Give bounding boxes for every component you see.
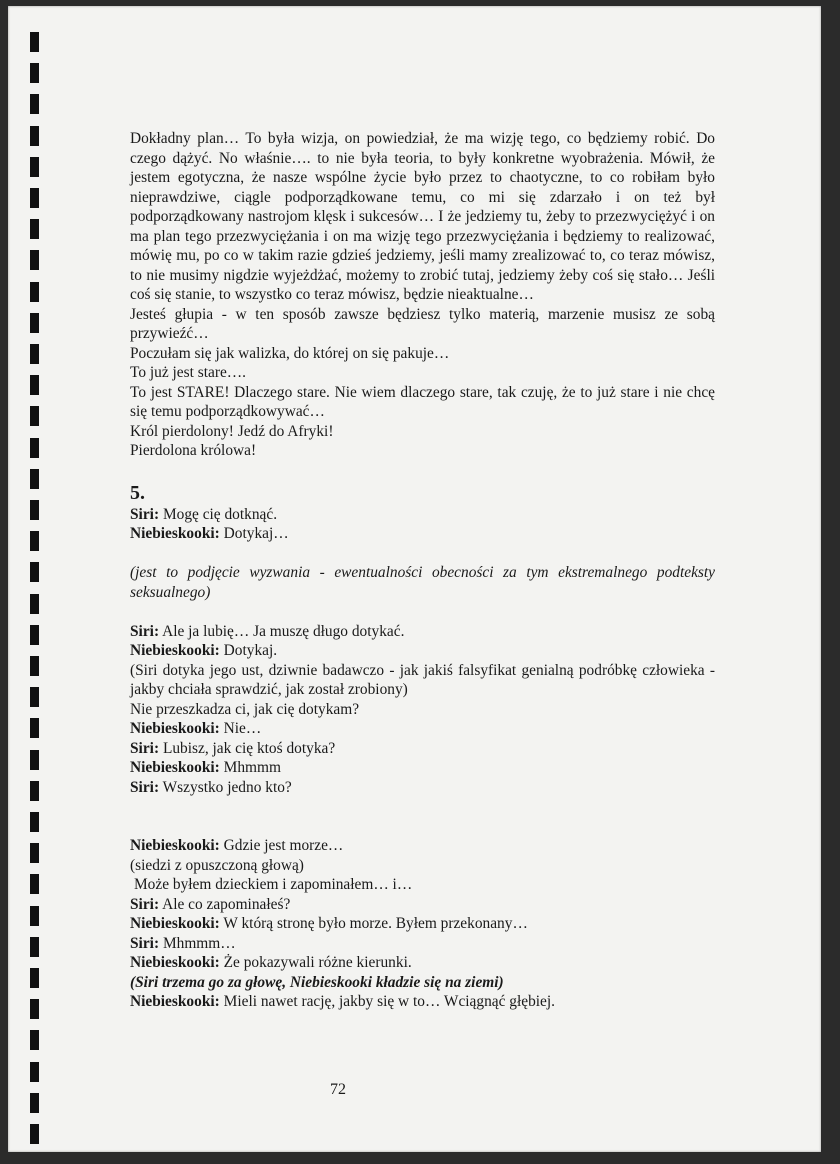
paragraph: Dokładny plan… To była wizja, on powiedział, że ma wizję tego, co będziemy robić. Do czego dążyć. No właśnie…. to nie była teoria, to były konkretne wyobrażenia. Mówił, że jestem egotyczna, że nasze wspólne życie było przez to chaotyczne, to co robiłam było nieprawdziwe, ciągle podporządkowane temu, co mi się zdarzało i on też był podporządkowany nastrojom klęsk i sukcesów… I że jedziemy tu, żeby to przezwyciężyć i on ma plan tego przezwyciężania i on ma wizję tego przezwyciężania i będziemy to realizować, mówię mu, po co w takim razie gdzieś jedziemy, jeśli mamy zrealizować to, co teraz mówisz, to nie musimy nigdzie wyjeżdżać, możemy to zrobić tutaj, jedziemy żeby coś się stało… Jeśli coś się stanie, to wszystko co teraz mówisz, będzie nieaktualne… [130, 130, 715, 303]
dialogue-line [130, 622, 715, 642]
speaker-label: Niebieskooki: [130, 954, 220, 971]
binding-hole [30, 656, 39, 676]
binding-hole [30, 1030, 39, 1050]
speaker-label: Siri: [130, 739, 160, 757]
binding-hole [30, 94, 39, 114]
stage-direction: (jest to podjęcie wyzwania - ewentualności obecności za tym ekstremalnego podteksty seksualnego) [130, 564, 715, 601]
speaker-label: Niebieskooki: [130, 837, 220, 854]
binding-hole [30, 500, 39, 520]
dialogue-line [130, 914, 715, 934]
binding-hole [30, 937, 39, 957]
binding-hole [30, 562, 39, 582]
dialogue-text: Że pokazywali różne kierunki. [223, 954, 412, 971]
speaker-label: Siri: [130, 622, 160, 640]
binding-hole [30, 375, 39, 395]
text-line: Król pierdolony! Jedź do Afryki! [130, 422, 334, 440]
binding-hole [30, 625, 39, 645]
stage-direction: (Siri trzema go za głowę, Niebieskooki kładzie się na ziemi) [130, 973, 504, 991]
speaker-label: Niebieskooki: [130, 642, 220, 659]
dialogue-text: Ale ja lubię… Ja muszę długo dotykać. [162, 622, 405, 640]
dialogue-text: Wszystko jedno kto? [162, 778, 292, 796]
binding-hole [30, 874, 39, 894]
speaker-label: Siri: [130, 505, 160, 523]
dialogue-line [130, 719, 715, 739]
binding-hole [30, 718, 39, 738]
binding-hole [30, 812, 39, 832]
binding-hole [30, 469, 39, 489]
binding-hole [30, 968, 39, 988]
speaker-label: Siri: [130, 934, 160, 952]
dialogue-line [130, 895, 715, 915]
binding-hole [30, 282, 39, 302]
document-page [8, 6, 821, 1152]
spiral-binding [30, 32, 40, 1152]
binding-hole [30, 63, 39, 83]
binding-hole [30, 157, 39, 177]
binding-hole [30, 531, 39, 551]
dialogue-line [130, 992, 715, 1012]
binding-hole [30, 126, 39, 146]
speaker-label: Niebieskooki: [130, 993, 220, 1010]
binding-hole [30, 750, 39, 770]
binding-hole [30, 1124, 39, 1144]
binding-hole [30, 406, 39, 426]
speaker-label: Siri: [130, 895, 160, 913]
binding-hole [30, 999, 39, 1019]
page-number: 72 [330, 1081, 346, 1098]
paragraph: To jest STARE! Dlaczego stare. Nie wiem dlaczego stare, tak czuję, że to już stare i nie chcę się temu podporządkowywać… [130, 383, 715, 420]
dialogue-line [130, 739, 715, 759]
dialogue-line [130, 934, 715, 954]
dialogue-line [130, 758, 715, 778]
speaker-label: Niebieskooki: [130, 759, 220, 776]
speaker-label: Siri: [130, 778, 160, 796]
dialogue-text: Gdzie jest morze… [223, 837, 344, 854]
dialogue-line [130, 836, 715, 856]
dialogue-text: Nie… [223, 720, 262, 737]
dialogue-text: Ale co zapominałeś? [162, 895, 291, 913]
speaker-label: Niebieskooki: [130, 720, 220, 737]
binding-hole [30, 313, 39, 333]
page-text [130, 129, 715, 1012]
dialogue-text: Mhmmm [223, 759, 281, 776]
speaker-label: Niebieskooki: [130, 525, 220, 542]
dialogue-line [130, 524, 715, 544]
stage-direction: (siedzi z opuszczoną głową) [130, 856, 304, 874]
binding-hole [30, 438, 39, 458]
binding-hole [30, 344, 39, 364]
binding-hole [30, 188, 39, 208]
binding-hole [30, 250, 39, 270]
dialogue-text: Mhmmm… [162, 934, 236, 952]
binding-hole [30, 781, 39, 801]
dialogue-text: W którą stronę było morze. Byłem przekonany… [223, 915, 528, 932]
binding-hole [30, 1093, 39, 1113]
section-number: 5. [130, 481, 145, 504]
binding-hole [30, 843, 39, 863]
dialogue-text: Dotykaj. [223, 642, 278, 659]
binding-hole [30, 594, 39, 614]
dialogue-line [130, 953, 715, 973]
text-line: Poczułam się jak walizka, do której on się pakuje… [130, 344, 450, 362]
dialogue-text: Nie przeszkadza ci, jak cię dotykam? [130, 700, 360, 718]
dialogue-text: Mogę cię dotknąć. [162, 505, 278, 523]
text-line: Pierdolona królowa! [130, 442, 257, 459]
paragraph: Jesteś głupia - w ten sposób zawsze będziesz tylko materią, marzenie musisz ze sobą przywieźć… [130, 305, 715, 342]
stage-direction: (Siri dotyka jego ust, dziwnie badawczo - jak jakiś falsyfikat genialną podróbkę człowieka - jakby chciała sprawdzić, jak został zrobiony) [130, 661, 715, 698]
text-line: To już jest stare…. [130, 364, 247, 381]
binding-hole [30, 32, 39, 52]
binding-hole [30, 219, 39, 239]
dialogue-line [130, 505, 715, 525]
dialogue-line [130, 641, 715, 661]
dialogue-text: Lubisz, jak cię ktoś dotyka? [162, 739, 336, 757]
speaker-label: Niebieskooki: [130, 915, 220, 932]
binding-hole [30, 906, 39, 926]
dialogue-line [130, 778, 715, 798]
dialogue-text: Mieli nawet rację, jakby się w to… Wciągnąć głębiej. [223, 993, 556, 1010]
binding-hole [30, 1062, 39, 1082]
binding-hole [30, 687, 39, 707]
dialogue-text: Dotykaj… [223, 525, 289, 542]
dialogue-text: Może byłem dzieckiem i zapominałem… i… [134, 876, 413, 893]
